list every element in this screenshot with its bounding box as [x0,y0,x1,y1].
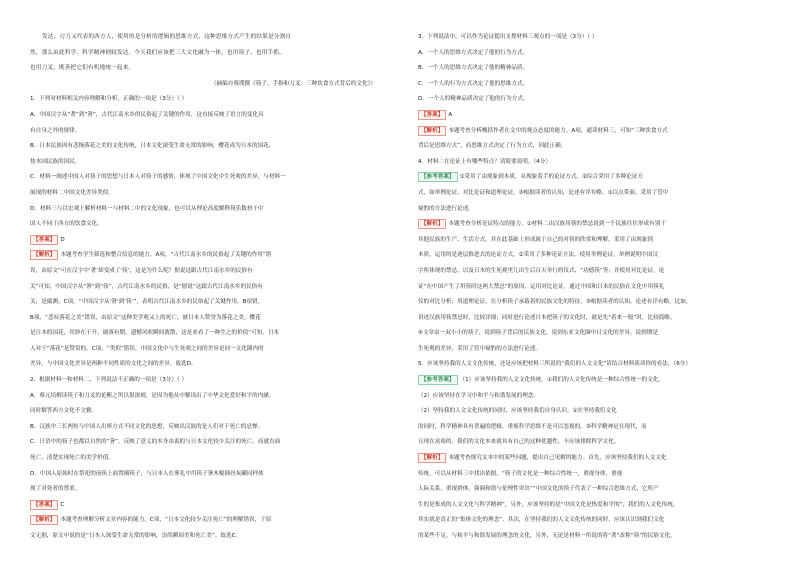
answer-tag: 【答案】 [30,500,58,510]
q4-stem: 4．材料二在论证上有哪些特点？请简要说明。（4分） [417,158,551,165]
q5-analysis-line: 生的是集成的人文文化与科学精神”，另外，应该坚持的是“中国文化是热爱和平的”，我们的人文化传统， [417,501,679,508]
q5-analysis-line: 其实就是真正的“集体文化的理念”。其次，在坚持我们的人文文化传统的同时，应该认识到我们文化 [417,517,665,524]
analysis-text: 本题考查探究文本中的某些问题，提出自己见解的能力。首先，应该坚持我们的人文文化 [448,455,667,462]
q1-analysis-line: 人对于“落花”是赞赏的。C项，“类似”错误，中国文化中与生死观之间的差异是同一文化圈内的 [30,345,264,352]
q4-analysis-line: 其他民族的生产、生活方式，并在此基础上形成属于自己的对筷的欣赏和理解，采用了由现象到 [417,236,653,243]
q2-option: D．中国人原始时在祭祀的前筷上面置插筷子，与日本人在葬礼中用筷子箸木棍插骨灰罐同样体 [30,470,264,477]
q2-analysis [30,513,396,529]
q5-answer-line: 的同时，科学精神具有普遍的逻辑，重视科学思维不是可以忽视的。③科学精神是在现代，而 [417,423,647,430]
q4-answer [418,170,776,186]
q1-option: A．中国汉字从“著”到“箸”，古代江南水乡的民俗起了关键的作用，这直接反映了语言的变化具 [30,111,264,118]
q4-analysis-line: 字所体现的禁忌，以及日本的生死观里儿出生后百天举行的仪式、“功德筷”等；并使用对比论证，论 [417,267,665,274]
analysis-tag: 【解析】 [418,219,446,229]
q4-answer-line: 式，如举例论证、对比论证和道理论证。③根据读者的认知，论述有详有略，①以点带面，采用了管中 [417,189,669,196]
q2-option: 死亡，清楚实现死亡的美学价值。 [30,455,114,462]
answer-value: D [60,236,65,243]
q5-stem: 5．应该坚持我的人文文化传统，还是应该把材料三所说的“我们的人文文化”请结合材料谈谈你的看法。（6分） [417,361,691,368]
q1-analysis-line: 关，是揣测。C项，“中国汉字从‘箸’到‘筷’”，表明古代江南水乡的民俗起了关键作用，B项错。 [30,299,264,306]
intro-line: 也用刀叉，既善把它们有机地统一起来。 [30,65,135,72]
q1-answer [30,233,396,249]
answer-text: ①采用了由现象到本质，从现象着手的论证方式。②综合采用了多种论证方 [459,174,643,181]
analysis-tag: 【解析】 [418,453,446,463]
answer-text: （1）应该坚持我的人文文化传统。①我们的人文化传统是一种综合性统一的文化。 [459,377,664,384]
reference-answer-tag: 【参考答案】 [418,172,458,182]
q2-option: B．汉族中三长两短与中国人出殡方式不同文化的思想，反映出汉族的是人们对于死亡的忌惮。 [30,423,264,430]
q1-option: C．材料一阐述中国人对筷子的思想与日本人对筷子的感情，体现了中国文化中生死观的差异，与材料一 [30,174,286,181]
q2-option: A．蔡元培解读筷子和刀叉的论断之所以很深刻，是因为他从中解读出了中华文化爱好和平的内涵。 [30,392,275,399]
q4-analysis-line: 讲述汉族用筷禁忌时，比较详细；同时进行论述日本把筷子的文化时，就是先“着来一般”时，比较简略。 [417,314,676,321]
q4-analysis-line: 仪的对比分析；用道理论证，在分析筷子承载着的民族文化的特征。③根据读者的认知，论述有详有略，比如， [417,299,692,306]
q3-option: C．一个人的行为方式决定了他的思维方式。 [417,80,529,87]
analysis-tag: 【解析】 [30,515,58,525]
q5-answer-line: （2）坚持我的人文文化传统的同时，应该坚持我们自身认识。①在坚持我们文化 [417,408,617,415]
q2-option: C．日语中的筷子也都以自然的“箸”，反映了意义的本身由衷的与日本文化较少关注的死亡，而就直面 [30,439,281,446]
answer-value: A [448,111,453,118]
q4-analysis-line: ④文章由一双小小的筷子，说到筷子背后的民族文化，说到东亚文化圈中日文化的差异，说到期是 [417,330,658,337]
q1-analysis-line: 差异，与中国文化差异是两种不同性质的文化之间的差异。故选D。 [30,361,197,368]
q1-option: 按本国民族的国民。 [30,158,81,165]
q2-analysis-line: 文无据，原文中说的是“日本人深受生命无常的影响，崇尚瞬间美和死亡美”。故选C。 [30,533,242,539]
analysis-text: 本题考查学生筛选和整合信息的能力。A项，“古代江南水乡的民俗起了关键的作用”错 [60,252,272,259]
q3-answer [418,108,776,124]
analysis-tag: 【解析】 [418,126,446,136]
left-column [30,30,396,561]
q2-answer [30,498,396,514]
q3-option: D．一个人的精神品质决定了他的行为方式。 [417,96,529,103]
q1-analysis [30,248,396,264]
q3-option: A．一个人的思维方式决定了他的行为方式。 [417,49,529,56]
q3-option: B．一个人的思维方式决定了他的精神品质。 [417,65,529,72]
q3-analysis [418,124,776,140]
q4-analysis [418,217,776,233]
q5-analysis-line: 人际关系，重视群体，强调和谐与伦理性突出”“中国文化的筷子代表了一种综合思维方式，它所产 [417,486,659,493]
q1-analysis-line: 误，由原文“可在汉字中‘著’却变成了‘筷’，这是为什么呢？据说这跟古代江南水乡的民俗有 [30,267,253,274]
q5-answer [418,373,776,389]
q2-stem: 2．根据材料一和材料二，下列说法不正确的一项是（3分）（ ） [30,377,188,384]
q1-analysis-line: 是日本的国花，其妙在于开，谢落有期，遗憾风吹瞬间离散，这是来看了一种生之的价值”可知，日本 [30,330,280,337]
answer-value: C [60,501,65,508]
q4-analysis-line: 证“在中国产生了用筷时这两大禁忌”的原因，运用对比论证，通过中国和日本的民俗在文化中用筷礼 [417,283,665,290]
q1-option: 展现的材料二中国文化差异类似。 [30,189,114,196]
q1-analysis-line: 关”可知，中国汉字从“箸”到“筷”，古代江南水乡的民俗，是“据说”这跟古代江南水乡的民俗有 [30,283,263,290]
q4-analysis-line: 生死观的差异，采用了管中窥豹的方法进行论述。 [417,345,542,352]
q1-option: 有自身之外的规律。 [30,127,81,134]
analysis-text: 本题考查理解分析文章内容的能力。C项，“日本文化较少关注死亡”的理解错误，于原 [60,517,272,524]
answer-tag: 【答案】 [418,110,446,120]
q1-stem: 1．下列对材料相关内容理解和分析，正确的一项是（3分）（ ） [30,96,188,103]
analysis-text: 本题考查分析概括作者在文中的观点态度的能力。A项，通读材料三，可知“三种饮食方式 [448,127,668,134]
q1-option: D．材料三与以宏观上解析材料一与材料二中的文化现象，也可以从理论高度解释筷乐数材于中 [30,205,264,212]
q3-analysis-line: 背后是思维方式”，而思维方式决定了行为方式，因此正确。 [417,143,567,150]
q5-answer-line: （2）应该坚持在学习中和平与和谐发展的理念。 [417,392,539,399]
q5-analysis [418,451,776,467]
q5-answer-line: 且现在富裕的，我们的文化本来就具有自己的这种优越性，不应该排除科学文化。 [417,439,620,446]
answer-tag: 【答案】 [30,235,58,245]
q5-analysis-line: 的某些不足。与和平与和谐发展的理念的文化，另外，无论是材料一所说的将“著”改称“筷”的民俗文化， [417,533,676,539]
q1-option: B．日本民族因有悲惋落花之美的文化传统，日本文化深受生命无常的影响，樱花成为日本的国花， [30,143,275,150]
intro-line: 然，那么由此科学、科学精神则较发达。今天我们应该把三大文化融为一体，也用筷子，也用手抓， [30,49,285,56]
right-column [418,30,776,561]
q1-analysis-line: B项，“悲叹落花之美”错误，由原文“这种美学观又上的死亡，被日本人赞誉为落花之美。樱花 [30,314,261,321]
q4-analysis-line: 本质，运用的是逐层推进式的论证方式。②采用了多种论证方法，使用举例论证，举例说明中国汉 [417,252,658,259]
q2-option: 现了对死者的尊重。 [30,486,81,493]
analysis-text: 本题考查分析论证特点的能力。①材料二由汉族用筷的禁忌说到一个民族往往形成有别于 [448,221,666,228]
source-citation: （摘编自蔡璞撰《筷子、手指和刀叉：三种饮食方式背后的文化》） [210,80,376,87]
reference-answer-tag: 【参考答案】 [418,375,458,385]
intro-line: 发达；刃刀又代表的西方人，使用的是分析的逻辑的思维方式，这种思维方式产生的结果是分割自 [42,34,292,40]
q4-answer-line: 窥豹的方法进行论述。 [417,205,474,212]
q3-stem: 3．下列说法中，可以作为论证提出支撑材料三观点的一项是（3分）（ ） [417,34,598,40]
q5-analysis-line: 传统，可以从材料三中找出依据，“筷子的文化是一种综合性统一，重视身体，重视 [417,470,623,477]
q1-option: 国人不同于西方的饮食文化。 [30,221,103,228]
analysis-tag: 【解析】 [30,250,58,260]
q2-option: 同时解答西方文化不文雅。 [30,408,98,415]
